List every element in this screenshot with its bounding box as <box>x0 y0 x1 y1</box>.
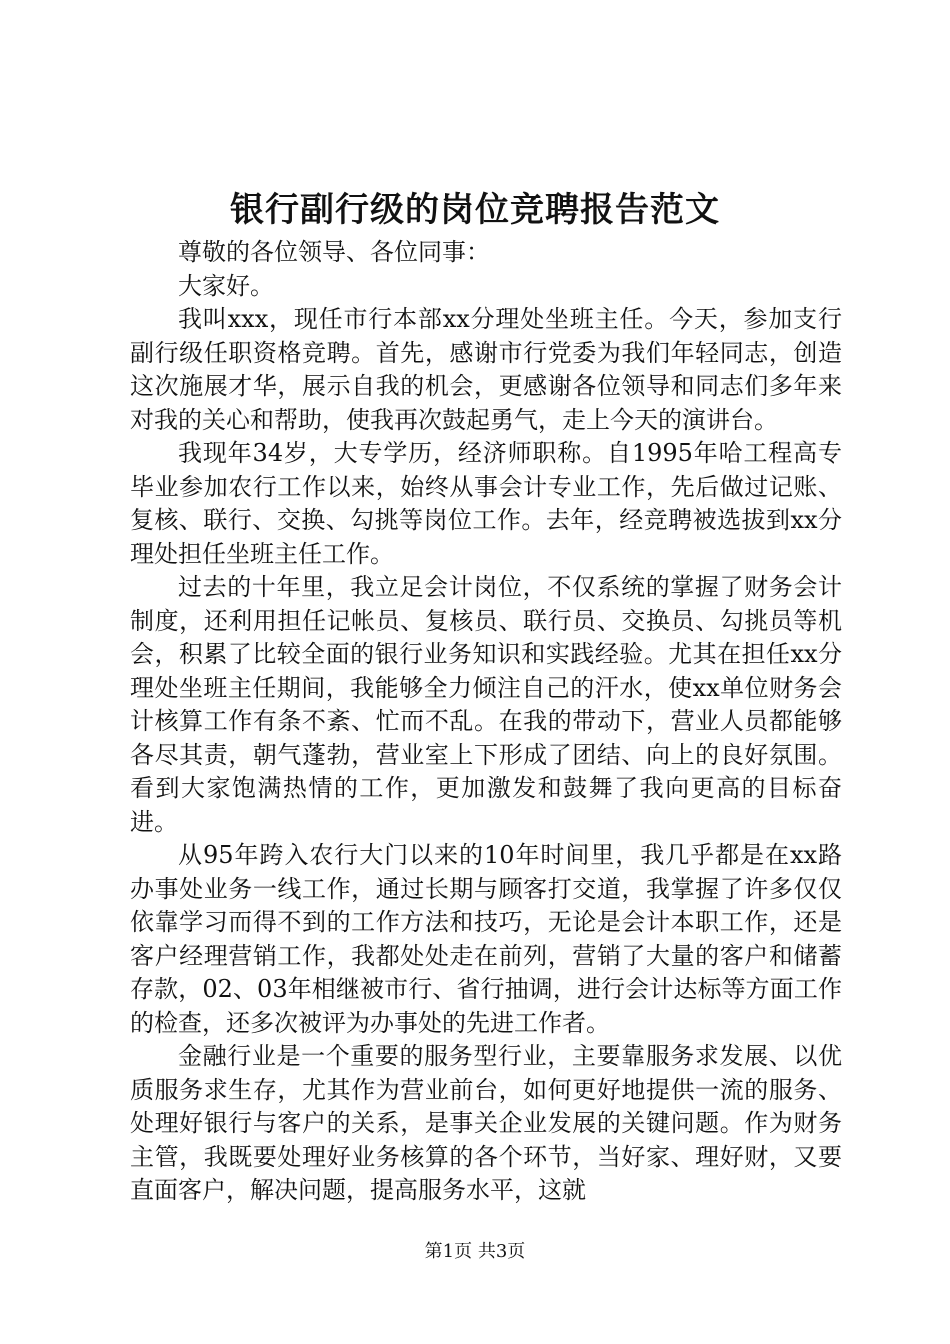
paragraph-experience: 过去的十年里，我立足会计岗位，不仅系统的掌握了财务会计制度，还利用担任记帐员、复核员、联行员、交换员、勾挑员等机会，积累了比较全面的银行业务知识和实践经验。尤其在担任xx分理处坐班主任期间，我能够全力倾注自己的汗水，使xx单位财务会计核算工作有条不紊、忙而不乱。在我的带动下，营业人员都能够各尽其责，朝气蓬勃，营业室上下形成了团结、向上的良好氛围。看到大家饱满热情的工作，更加激发和鼓舞了我向更高的目标奋进。 <box>130 573 842 836</box>
greeting: 大家好。 <box>178 271 274 300</box>
paragraph-achievements: 从95年跨入农行大门以来的10年时间里，我几乎都是在xx路办事处业务一线工作，通过长期与顾客打交道，我掌握了许多仅仅依靠学习而得不到的工作方法和技巧，无论是会计本职工作，还是客户经理营销工作，我都处处走在前列，营销了大量的客户和储蓄存款，02、03年相继被市行、省行抽调，进行会计达标等方面工作的检查，还多次被评为办事处的先进工作者。 <box>130 841 842 1037</box>
paragraph-introduction: 我叫xxx，现任市行本部xx分理处坐班主任。今天，参加支行副行级任职资格竞聘。首先，感谢市行党委为我们年轻同志，创造这次施展才华，展示自我的机会，更感谢各位领导和同志们多年来对我的关心和帮助，使我再次鼓起勇气，走上今天的演讲台。 <box>130 305 842 434</box>
document-title: 银行副行级的岗位竞聘报告范文 <box>230 190 720 230</box>
paragraph-service: 金融行业是一个重要的服务型行业，主要靠服务求发展、以优质服务求生存，尤其作为营业前台，如何更好地提供一流的服务、处理好银行与客户的关系，是事关企业发展的关键问题。作为财务主管，我既要处理好业务核算的各个环节，当好家、理好财，又要直面客户，解决问题，提高服务水平，这就 <box>130 1042 842 1204</box>
page-footer: 第1页 共3页 <box>424 1241 526 1262</box>
document-body <box>130 236 842 1208</box>
salutation: 尊敬的各位领导、各位同事： <box>178 238 490 266</box>
paragraph-background: 我现年34岁，大专学历，经济师职称。自1995年哈工程高专毕业参加农行工作以来，始终从事会计专业工作，先后做过记账、复核、联行、交换、勾挑等岗位工作。去年，经竞聘被选拔到xx分理处担任坐班主任工作。 <box>130 439 842 568</box>
